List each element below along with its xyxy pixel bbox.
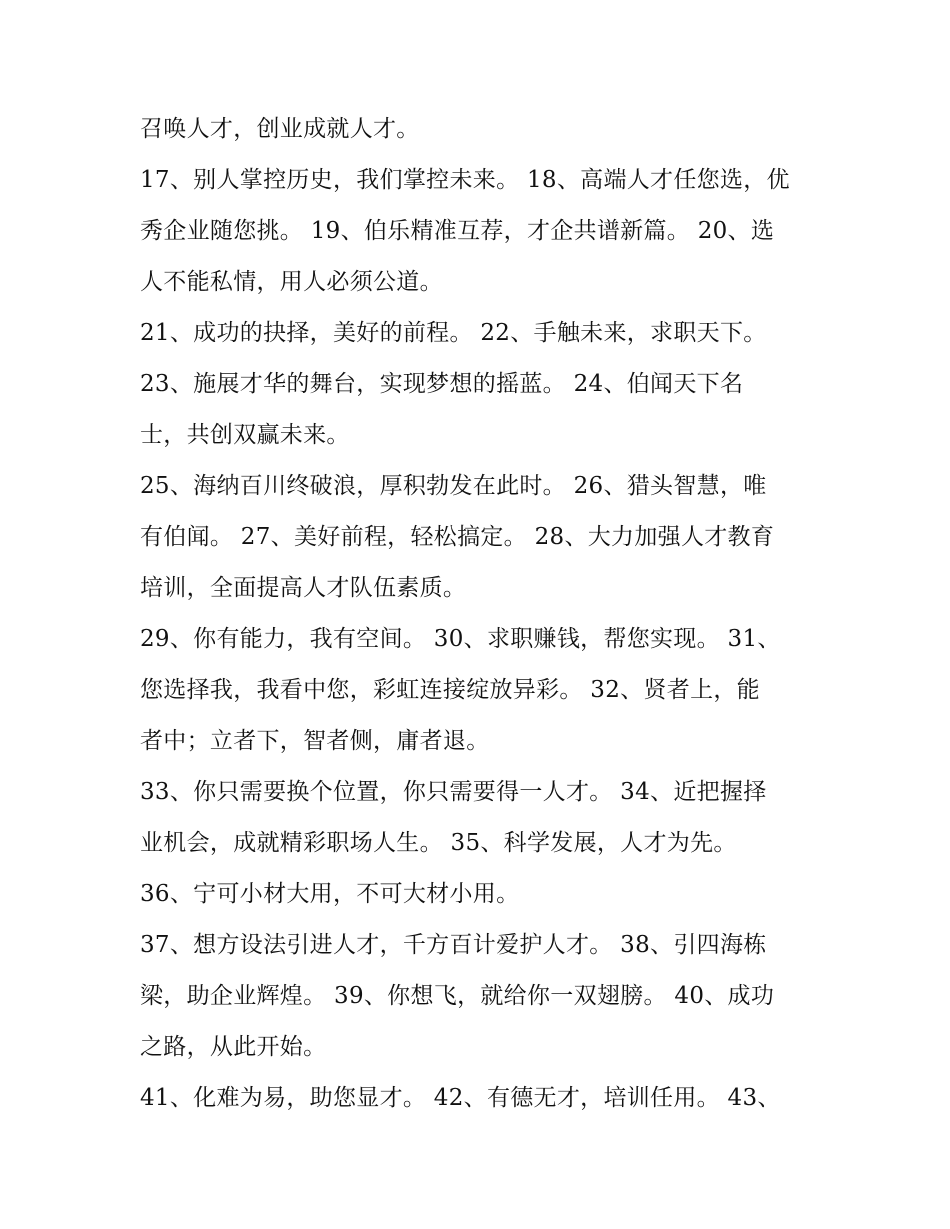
text-line: 之路，从此开始。 <box>140 1034 327 1060</box>
text-line: 培训，全面提高人才队伍素质。 <box>140 575 467 601</box>
text-line: 21、成功的抉择，美好的前程。 22、手触未来，求职天下。 <box>140 320 767 346</box>
text-line: 29、你有能力，我有空间。 30、求职赚钱，帮您实现。 31、 <box>140 626 781 652</box>
text-line: 有伯闻。 27、美好前程，轻松搞定。 28、大力加强人才教育 <box>140 524 775 550</box>
text-line: 秀企业随您挑。 19、伯乐精准互荐，才企共谱新篇。 20、选 <box>140 218 775 244</box>
text-line: 25、海纳百川终破浪，厚积勃发在此时。 26、猎头智慧，唯 <box>140 473 767 499</box>
text-line: 士，共创双赢未来。 <box>140 422 350 448</box>
text-line: 41、化难为易，助您显才。 42、有德无才，培训任用。 43、 <box>140 1085 781 1111</box>
text-line: 梁，助企业辉煌。 39、你想飞，就给你一双翅膀。 40、成功 <box>140 983 775 1009</box>
text-line: 者中；立者下，智者侧，庸者退。 <box>140 728 490 754</box>
text-line: 业机会，成就精彩职场人生。 35、科学发展，人才为先。 <box>140 830 737 856</box>
text-line: 您选择我，我看中您，彩虹连接绽放异彩。 32、贤者上，能 <box>140 677 760 703</box>
text-line: 23、施展才华的舞台，实现梦想的摇蓝。 24、伯闻天下名 <box>140 371 744 397</box>
text-line: 37、想方设法引进人才，千方百计爱护人才。 38、引四海栋 <box>140 932 767 958</box>
text-line: 33、你只需要换个位置，你只需要得一人才。 34、近把握择 <box>140 779 767 805</box>
text-line: 召唤人才，创业成就人才。 <box>140 116 420 142</box>
text-line: 17、别人掌控历史，我们掌控未来。 18、高端人才任您选，优 <box>140 167 790 193</box>
text-line: 36、宁可小材大用，不可大材小用。 <box>140 881 520 907</box>
document-body <box>140 107 820 1127</box>
text-line: 人不能私情，用人必须公道。 <box>140 269 443 295</box>
